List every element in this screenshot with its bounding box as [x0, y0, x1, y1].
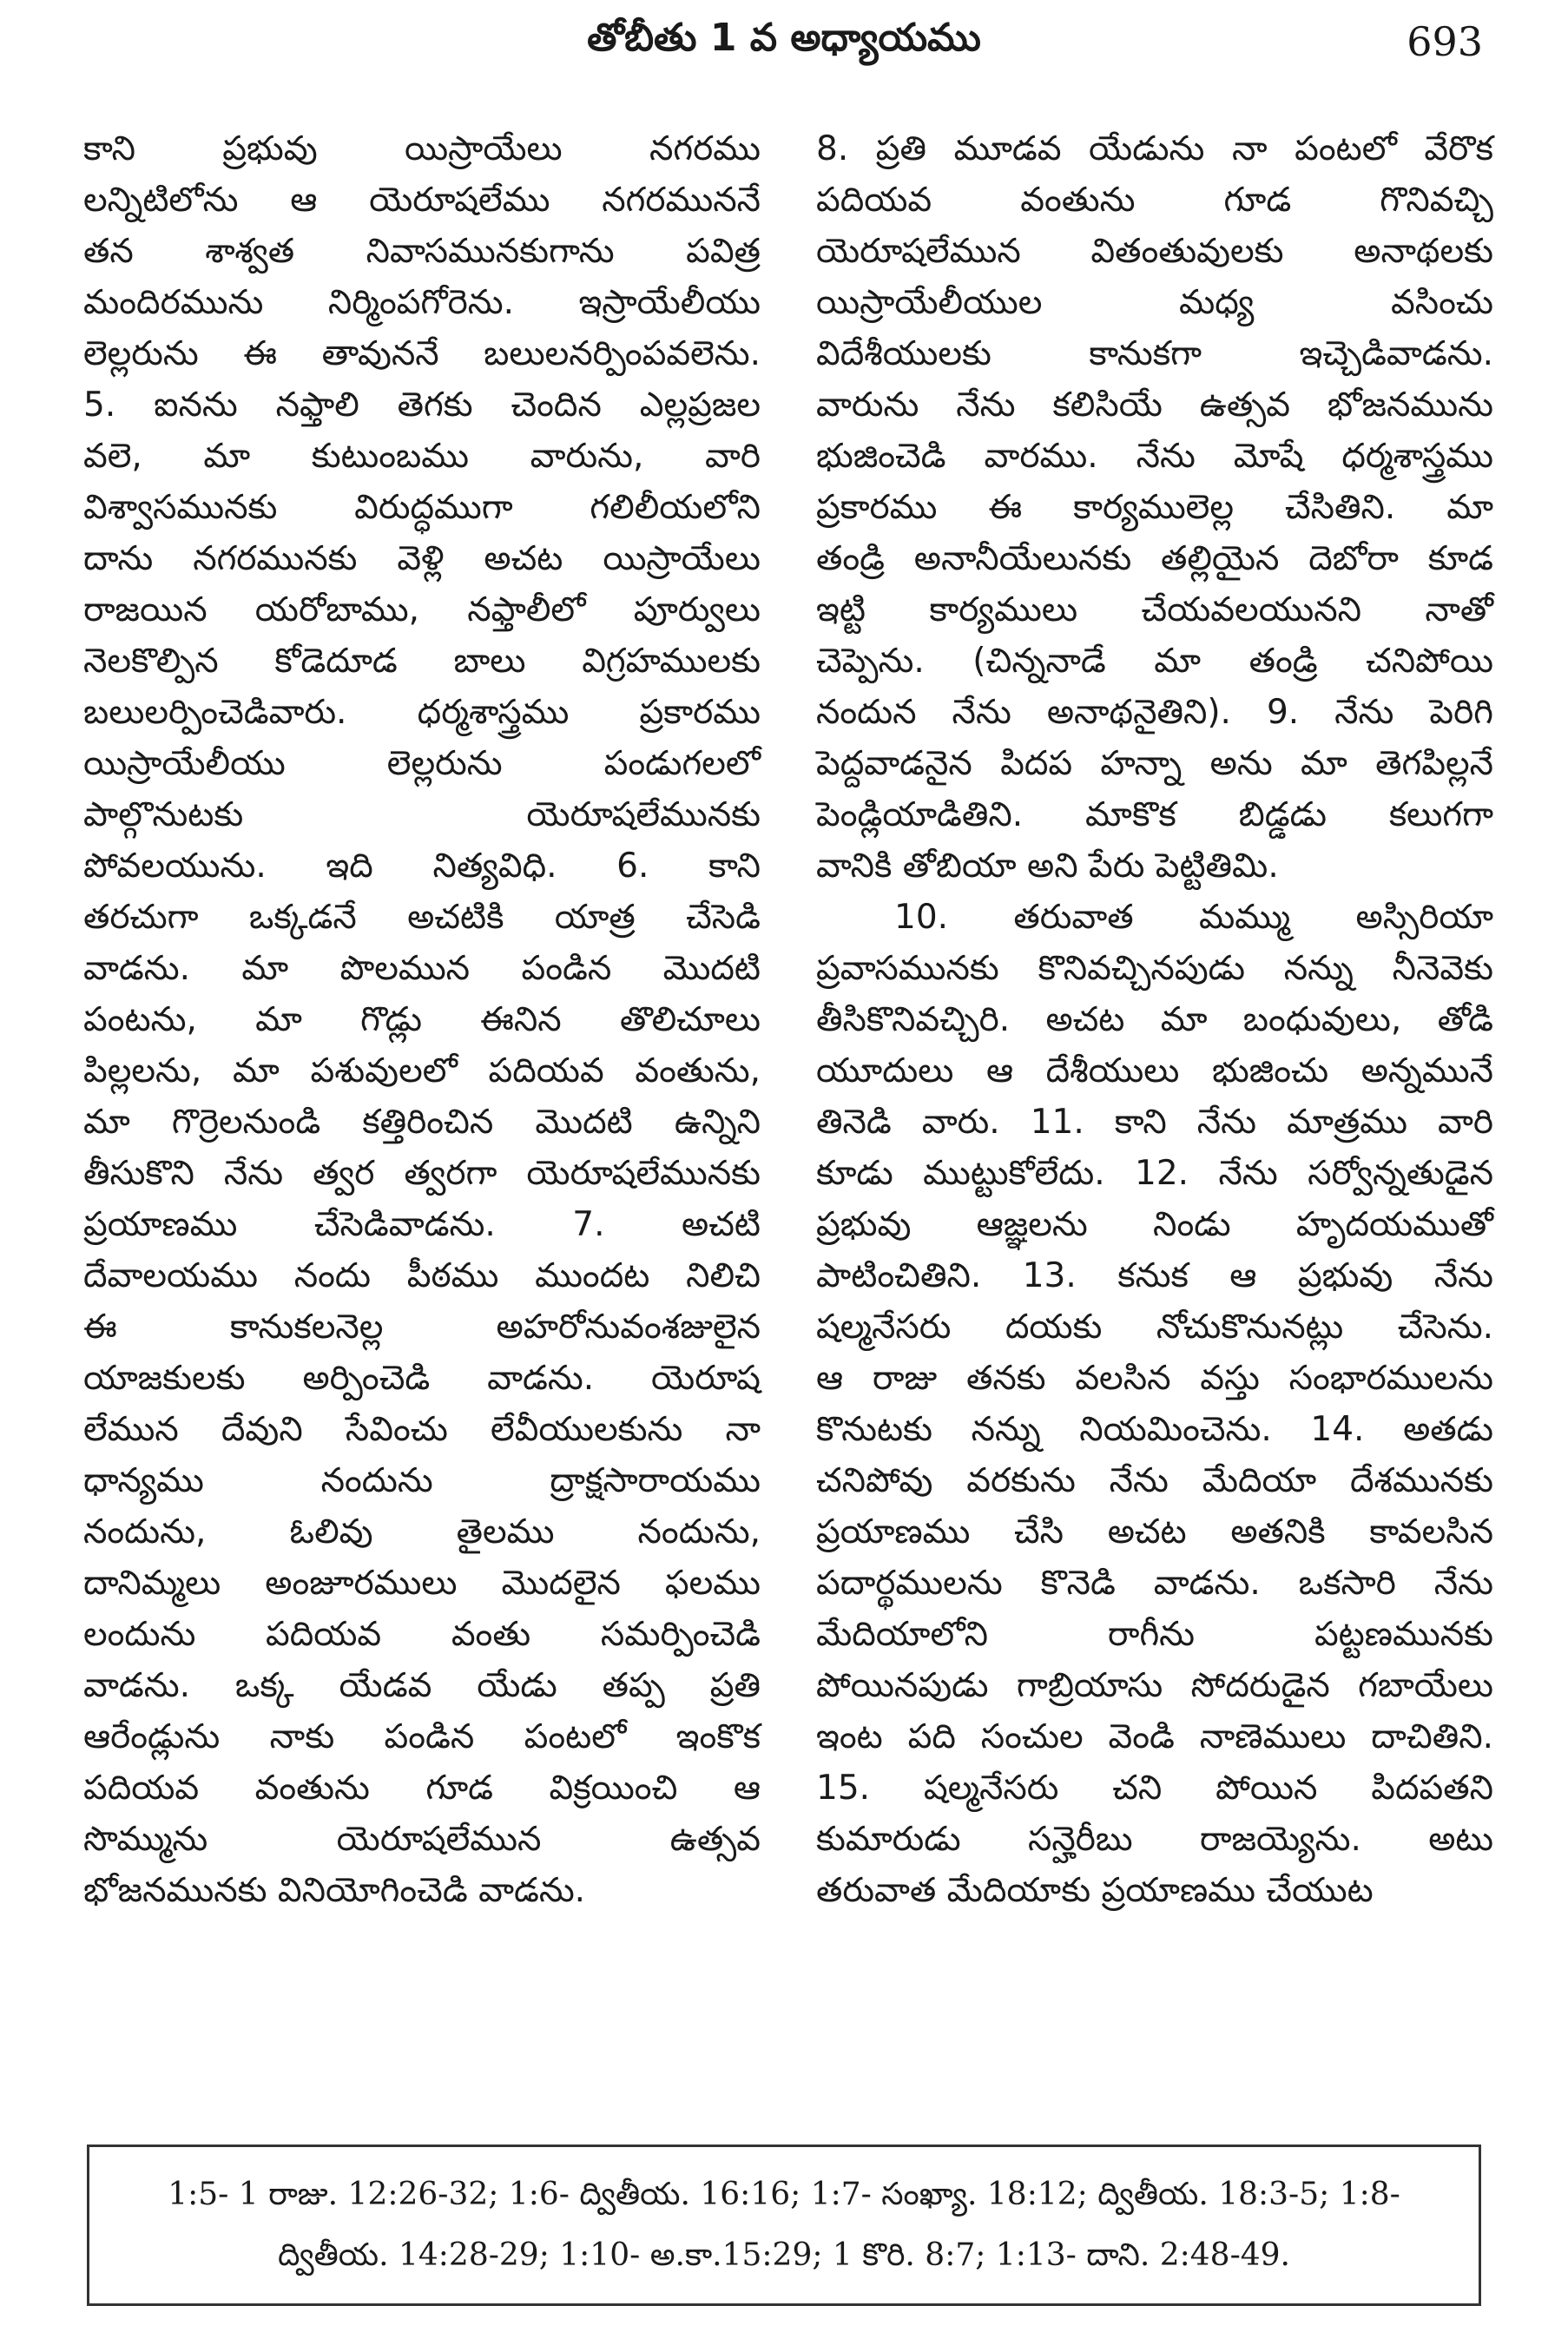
- text-line: చనిపోవు వరకును నేను మేదియా దేశమునకు: [816, 1461, 1493, 1500]
- text-line: సొమ్మును యెరూషలేమున ఉత్సవ: [83, 1820, 761, 1859]
- text-line: ఇంట పది సంచుల వెండి నాణెములు దాచితిని.: [816, 1717, 1493, 1756]
- text-line: భుజించెడి వారము. నేను మోషే ధర్మశాస్త్రము: [816, 437, 1493, 476]
- text-line: లన్నిటిలోను ఆ యెరూషలేము నగరముననే: [83, 181, 761, 220]
- text-line: తినెడి వారు. 11. కాని నేను మాత్రము వారి: [816, 1103, 1493, 1142]
- text-line: భోజనమునకు వినియోగించెడి వాడను.: [83, 1871, 586, 1910]
- text-line: తీసుకొని నేను త్వర త్వరగా యెరూషలేమునకు: [83, 1154, 761, 1193]
- text-line: తండ్రి అనానీయేలునకు తల్లియైన దెబోరా కూడ: [816, 539, 1493, 578]
- text-line: పదార్థములను కొనెడి వాడను. ఒకసారి నేను: [816, 1564, 1493, 1603]
- text-line: దేవాలయము నందు పీఠము ముందట నిలిచి: [83, 1256, 761, 1295]
- text-line: నందున నేను అనాథనైతిని). 9. నేను పెరిగి: [816, 693, 1493, 732]
- text-line: పోవలయును. ఇది నిత్యవిధి. 6. కాని: [83, 847, 761, 886]
- text-line: ఆరేండ్లును నాకు పండిన పంటలో ఇంకొక: [83, 1717, 761, 1756]
- text-line: విశ్వాసమునకు విరుద్ధముగా గలిలీయలోని: [83, 488, 761, 527]
- text-line: 15. షల్మనేసరు చని పోయిన పిదపతని: [816, 1769, 1493, 1808]
- text-line: ఇట్టి కార్యములు చేయవలయునని నాతో: [816, 590, 1493, 629]
- text-line: తరచుగా ఒక్కడనే అచటికి యాత్ర చేసెడి: [83, 898, 761, 937]
- text-line: వాడను. ఒక్క యేడవ యేడు తప్ప ప్రతి: [83, 1666, 761, 1705]
- text-line: రాజయిన యరోబాము, నఫ్తాలీలో పూర్వులు: [83, 590, 761, 629]
- text-line: మేదియాలోని రాగీను పట్టణమునకు: [816, 1615, 1493, 1654]
- text-line: పంటను, మా గొడ్లు ఈనిన తొలిచూలు: [83, 1000, 761, 1039]
- text-line: విదేశీయులకు కానుకగా ఇచ్చెడివాడను.: [816, 334, 1493, 373]
- text-line: ప్రభువు ఆజ్ఞలను నిండు హృదయముతో: [816, 1205, 1493, 1244]
- text-line: లేమున దేవుని సేవించు లేవీయులకును నా: [83, 1410, 761, 1449]
- footnote-line: ద్వితీయ. 14:28-29; 1:10- అ.కా.15:29; 1 కొరి. 8:7; 1:13- దాని. 2:48-49.: [277, 2237, 1291, 2273]
- page-number: 693: [1407, 18, 1483, 65]
- text-line: నందును, ఓలివు తైలము నందును,: [83, 1512, 761, 1552]
- text-line: తీసికొనివచ్చిరి. అచట మా బంధువులు, తోడి: [816, 1000, 1493, 1039]
- text-line: ప్రయాణము చేసి అచట అతనికి కావలసిన: [816, 1512, 1493, 1552]
- text-line: దాను నగరమునకు వెళ్లి అచట యిస్రాయేలు: [83, 539, 761, 578]
- text-line: పదియవ వంతును గూడ విక్రయించి ఆ: [83, 1769, 761, 1808]
- text-line: 5. ఐనను నఫ్తాలి తెగకు చెందిన ఎల్లప్రజల: [83, 385, 761, 425]
- text-line: దానిమ్మలు అంజూరములు మొదలైన ఫలము: [83, 1564, 761, 1603]
- text-line: యిస్రాయేలీయు లెల్లరును పండుగలలో: [83, 744, 761, 783]
- text-line: 10. తరువాత మమ్ము అస్సిరియా: [894, 898, 1493, 937]
- text-line: యిస్రాయేలీయుల మధ్య వసించు: [816, 283, 1493, 322]
- text-line: షల్మనేసరు దయకు నోచుకొనునట్లు చేసెను.: [816, 1308, 1493, 1347]
- text-line: ప్రకారము ఈ కార్యములెల్ల చేసితిని. మా: [816, 488, 1493, 527]
- chapter-title: తోబీతు 1 వ అధ్యాయము: [587, 16, 981, 60]
- footnote-line: 1:5- 1 రాజు. 12:26-32; 1:6- ద్వితీయ. 16:16; 1:7- సంఖ్యా. 18:12; ద్వితీయ. 18:3-5; 1:8-: [168, 2177, 1400, 2212]
- text-line: తరువాత మేదియాకు ప్రయాణము చేయుట: [816, 1871, 1374, 1910]
- text-line: పోయినపుడు గాబ్రియాసు సోదరుడైన గబాయేలు: [816, 1666, 1493, 1705]
- text-line: ప్రవాసమునకు కొనివచ్చినపుడు నన్ను నీనెవెకు: [816, 949, 1493, 988]
- text-line: పదియవ వంతును గూడ గొనివచ్చి: [816, 181, 1493, 220]
- right-column: [816, 123, 1493, 1916]
- cross-reference-footnotes: [87, 2144, 1481, 2306]
- text-line: పిల్లలను, మా పశువులలో పదియవ వంతును,: [83, 1051, 761, 1090]
- text-line: చెప్పెను. (చిన్ననాడే మా తండ్రి చనిపోయి: [816, 642, 1493, 681]
- text-line: వానికి తోబియా అని పేరు పెట్టితిమి.: [816, 847, 1279, 886]
- text-line: తన శాశ్వత నివాసమునకుగాను పవిత్ర: [83, 232, 761, 271]
- text-line: కాని ప్రభువు యిస్రాయేలు నగరము: [83, 129, 761, 168]
- text-line: యాజకులకు అర్పించెడి వాడను. యెరూష: [83, 1359, 761, 1398]
- text-line: ఈ కానుకలనెల్ల అహరోనువంశజులైన: [83, 1308, 761, 1347]
- text-line: వలె, మా కుటుంబము వారును, వారి: [83, 437, 761, 476]
- text-line: లందును పదియవ వంతు సమర్పించెడి: [83, 1615, 761, 1654]
- text-line: ఆ రాజు తనకు వలసిన వస్తు సంభారములను: [816, 1359, 1493, 1398]
- text-line: పాల్గొనుటకు యెరూషలేమునకు: [83, 795, 761, 834]
- text-line: యూదులు ఆ దేశీయులు భుజించు అన్నమునే: [816, 1051, 1493, 1090]
- text-line: కూడు ముట్టుకోలేదు. 12. నేను సర్వోన్నతుడైన: [816, 1154, 1493, 1193]
- text-line: బలులర్పించెడివారు. ధర్మశాస్త్రము ప్రకారము: [83, 693, 761, 732]
- text-line: కొనుటకు నన్ను నియమించెను. 14. అతడు: [816, 1410, 1493, 1449]
- text-line: ప్రయాణము చేసెడివాడను. 7. అచటి: [83, 1205, 761, 1244]
- text-line: మా గొర్రెలనుండి కత్తిరించిన మొదటి ఉన్నిని: [83, 1103, 761, 1142]
- text-line: పెద్దవాడనైన పిదప హన్నా అను మా తెగపిల్లనే: [816, 744, 1493, 783]
- text-line: కుమారుడు సన్హెరీబు రాజయ్యెను. అటు: [816, 1820, 1493, 1859]
- text-line: ధాన్యము నందును ద్రాక్షసారాయము: [83, 1461, 761, 1500]
- text-line: లెల్లరును ఈ తావుననే బలులనర్పింపవలెను.: [83, 334, 761, 373]
- text-line: నెలకొల్పిన కోడెదూడ బాలు విగ్రహములకు: [83, 642, 761, 681]
- page-header: [0, 0, 1568, 96]
- text-line: పెండ్లియాడితిని. మాకొక బిడ్డడు కలుగగా: [816, 795, 1493, 834]
- text-line: వాడను. మా పొలమున పండిన మొదటి: [83, 949, 761, 988]
- text-line: 8. ప్రతి మూడవ యేడును నా పంటలో వేరొక: [816, 129, 1493, 168]
- text-line: మందిరమును నిర్మింపగోరెను. ఇస్రాయేలీయు: [83, 283, 761, 322]
- text-line: యెరూషలేమున వితంతువులకు అనాథలకు: [816, 232, 1493, 271]
- text-line: పాటించితిని. 13. కనుక ఆ ప్రభువు నేను: [816, 1256, 1493, 1295]
- text-line: వారును నేను కలిసియే ఉత్సవ భోజనమును: [816, 385, 1493, 425]
- left-column: [83, 123, 761, 1916]
